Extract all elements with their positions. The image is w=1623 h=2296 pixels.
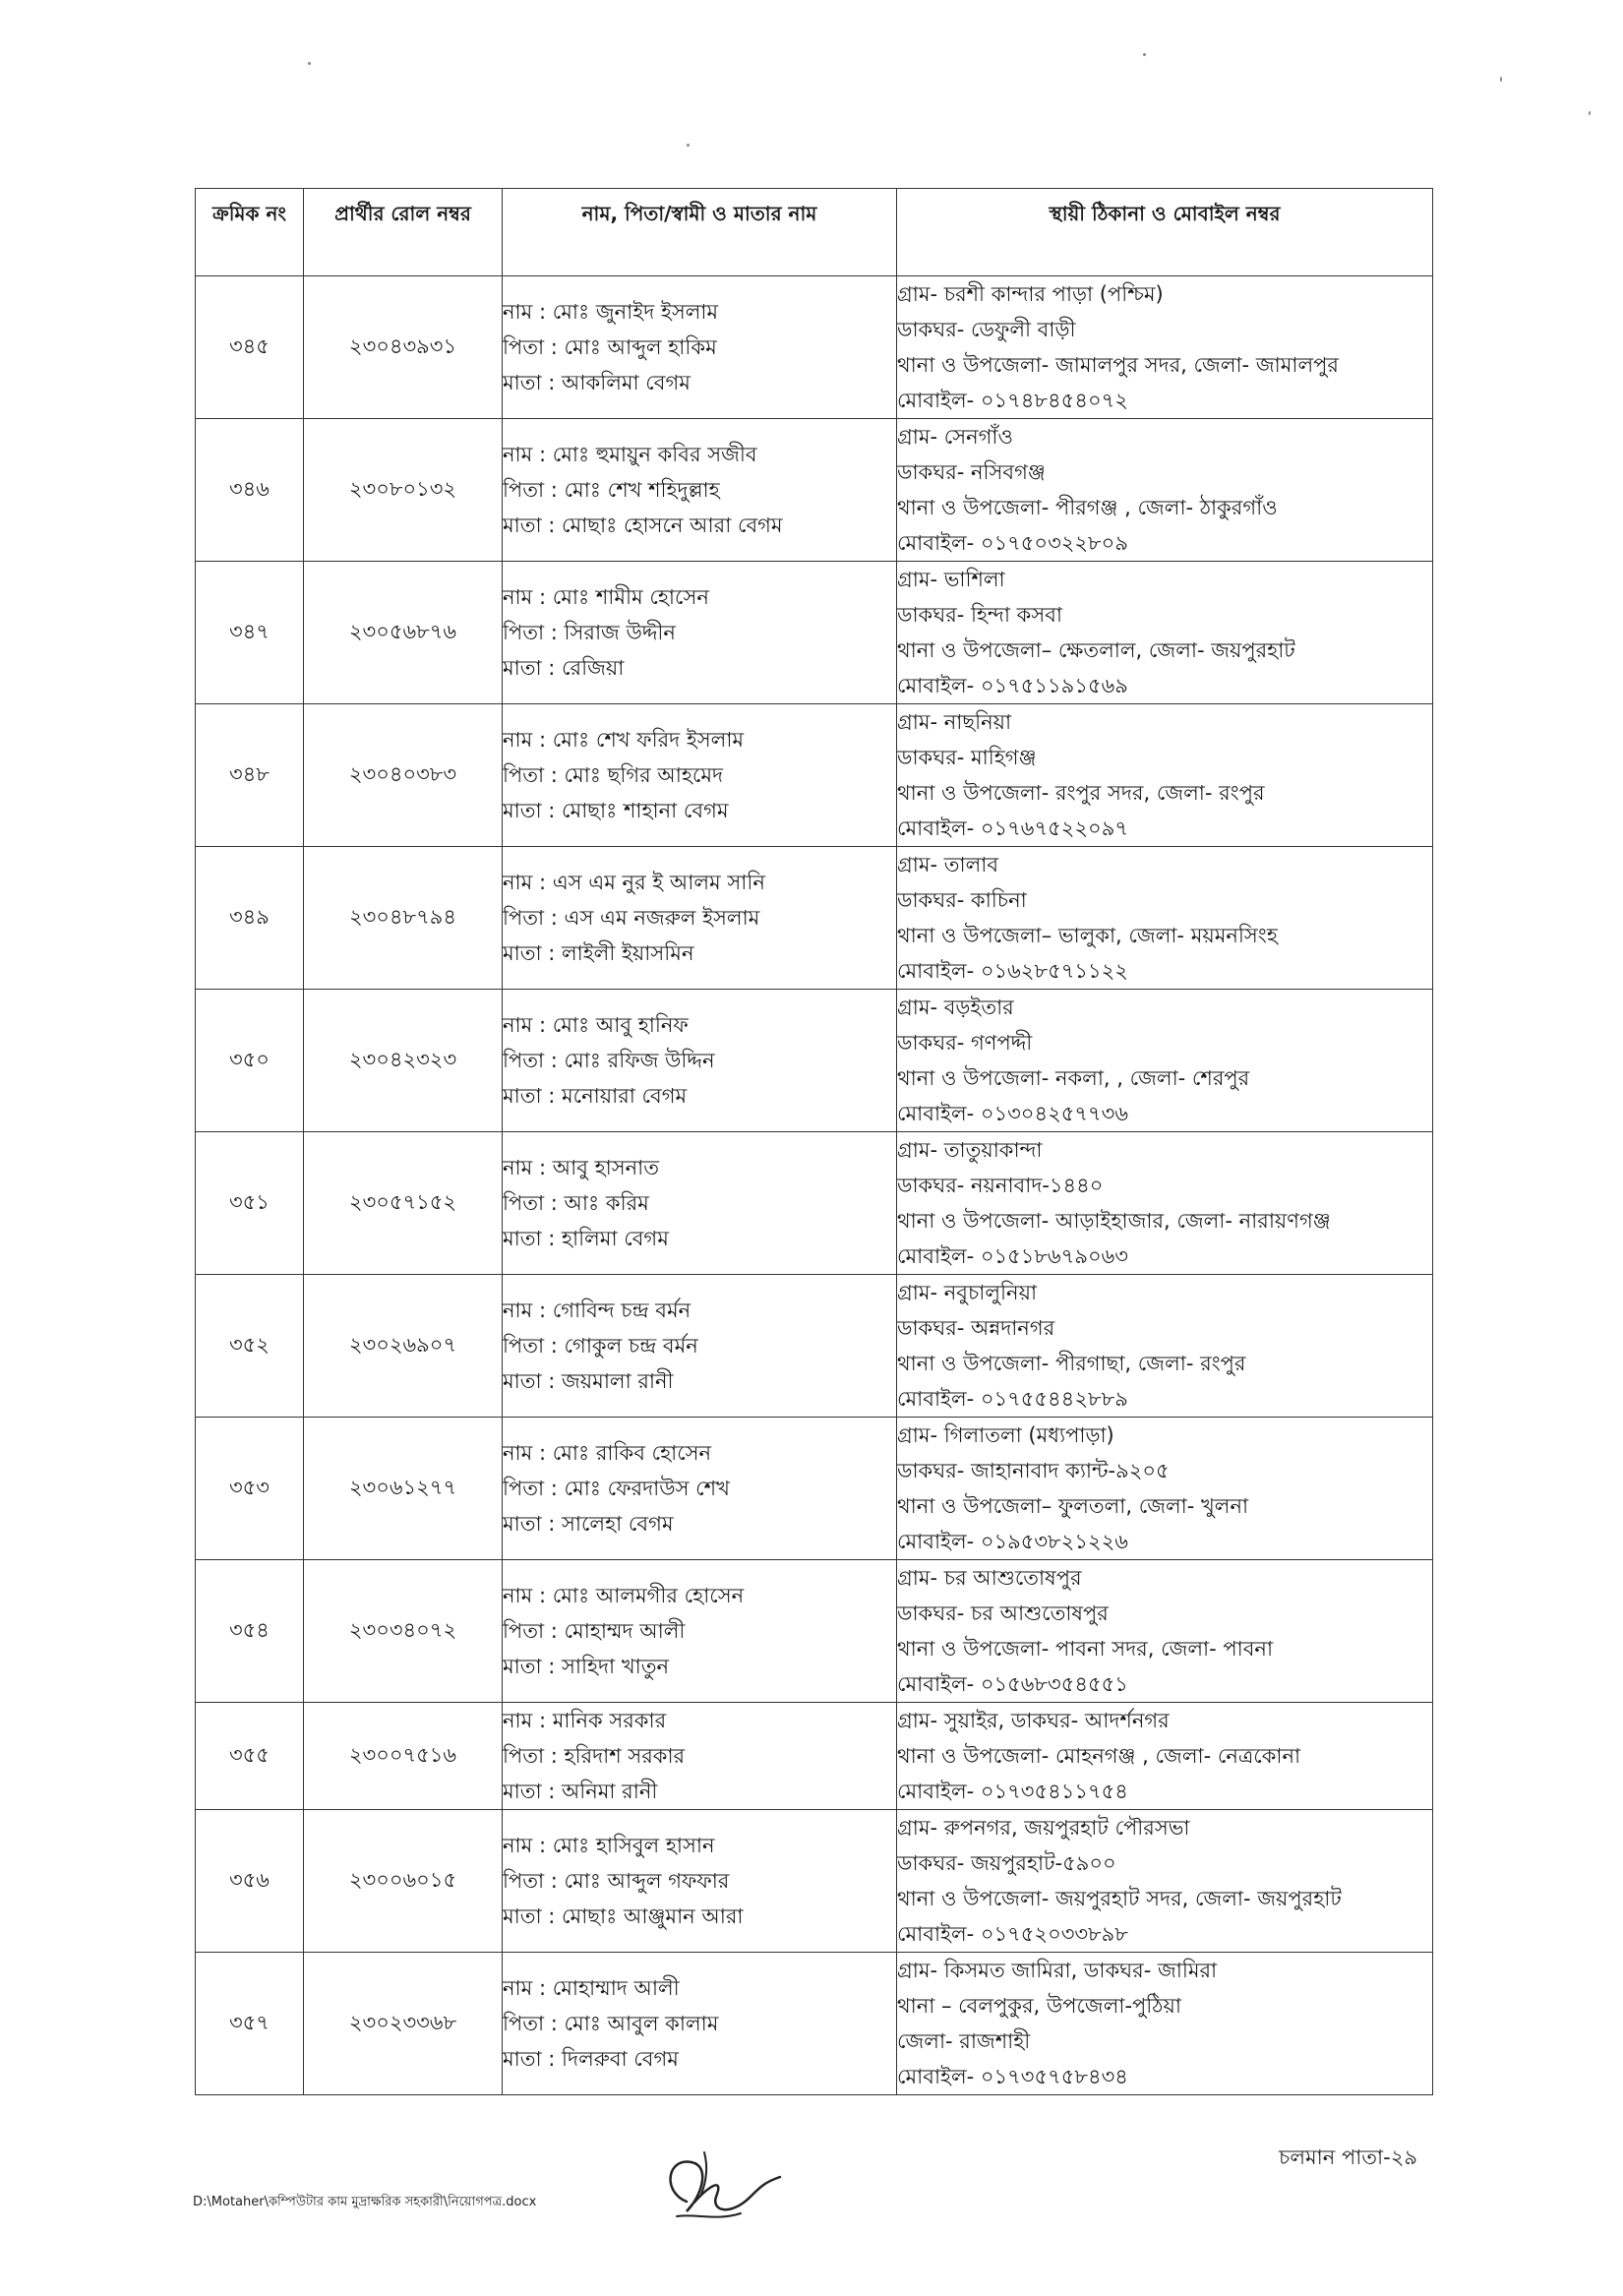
- name-cell: [503, 1132, 897, 1275]
- roll-cell: ২৩০৪০৩৮৩: [304, 704, 503, 847]
- address-line: মোবাইল- ০১৭৩৫৪১১৭৫৪: [897, 1780, 1128, 1803]
- file-path: D:\Motaher\কম্পিউটার কাম মুদ্রাক্ষরিক সহকারী\নিয়োগপত্র.docx: [193, 2195, 537, 2209]
- name-line: পিতা : মোঃ ফেরদাউস শেখ: [503, 1477, 730, 1500]
- address-line: মোবাইল- ০১৬২৮৫৭১১২২: [897, 959, 1128, 983]
- name-line: পিতা : এস এম নজরুল ইসলাম: [503, 906, 760, 930]
- name-line: পিতা : আঃ করিম: [503, 1191, 649, 1215]
- name-line: নাম : মোঃ আবু হানিফ: [503, 1013, 689, 1037]
- name-line: নাম : মোঃ শেখ ফরিদ ইসলাম: [503, 728, 745, 752]
- address-cell: [897, 1703, 1433, 1810]
- serial-cell: ৩৪৮: [196, 704, 304, 847]
- signature-mark: [657, 2143, 785, 2231]
- roll-cell: ২৩০২৩৩৬৮: [304, 1953, 503, 2095]
- name-cell: [503, 847, 897, 990]
- name-line: পিতা : মোহাম্মদ আলী: [503, 1619, 686, 1643]
- address-line: গ্রাম- গিলাতলা (মধ্যপাড়া): [897, 1423, 1114, 1447]
- address-line: মোবাইল- ০১৭৬৭৫২২০৯৭: [897, 816, 1128, 840]
- address-line: থানা ও উপজেলা- আড়াইহাজার, জেলা- নারায়ণগঞ্জ: [897, 1209, 1331, 1233]
- name-line: নাম : মোঃ শামীম হোসেন: [503, 585, 709, 609]
- name-line: মাতা : সালেহা বেগম: [503, 1512, 674, 1536]
- name-cell: [503, 1953, 897, 2095]
- table-row: [196, 1810, 1433, 1953]
- name-line: পিতা : মোঃ রফিজ উদ্দিন: [503, 1049, 715, 1072]
- roll-cell: ২৩০৩৪০৭২: [304, 1560, 503, 1703]
- address-line: থানা ও উপজেলা- মোহনগঞ্জ , জেলা- নেত্রকোনা: [897, 1744, 1301, 1768]
- name-line: পিতা : হরিদাশ সরকার: [503, 1744, 686, 1768]
- address-line: মোবাইল- ০১৫১৮৬৭৯০৬৩: [897, 1244, 1128, 1268]
- table-row: [196, 847, 1433, 990]
- name-line: মাতা : জয়মালা রানী: [503, 1369, 674, 1393]
- serial-cell: ৩৫৪: [196, 1560, 304, 1703]
- address-line: ডাকঘর- ডেফুলী বাড়ী: [897, 318, 1076, 341]
- name-cell: [503, 1275, 897, 1418]
- address-line: মোবাইল- ০১৭৫১১৯১৫৬৯: [897, 674, 1128, 697]
- address-line: গ্রাম- সুয়াইর, ডাকঘর- আদর্শনগর: [897, 1709, 1170, 1732]
- roll-cell: ২৩০০৭৫১৬: [304, 1703, 503, 1810]
- name-cell: [503, 1810, 897, 1953]
- address-line: গ্রাম- চর আশুতোষপুর: [897, 1566, 1082, 1590]
- name-line: নাম : মোঃ হাসিবুল হাসান: [503, 1834, 715, 1857]
- scan-speck: [1143, 53, 1146, 56]
- name-line: পিতা : মোঃ আব্দুল গফফার: [503, 1869, 730, 1893]
- name-line: নাম : মোঃ হুমায়ুন কবির সজীব: [503, 443, 757, 466]
- roll-cell: ২৩০৫৬৮৭৬: [304, 562, 503, 704]
- address-line: গ্রাম- তালাব: [897, 853, 999, 876]
- address-line: থানা ও উপজেলা- জয়পুরহাট সদর, জেলা- জয়পুরহাট: [897, 1887, 1342, 1910]
- page-label: চলমান পাতা-২৯: [1279, 2145, 1417, 2169]
- name-line: পিতা : মোঃ ছগির আহমেদ: [503, 763, 724, 787]
- table-row: [196, 1560, 1433, 1703]
- name-line: নাম : মোঃ জুনাইদ ইসলাম: [503, 300, 719, 324]
- address-cell: [897, 419, 1433, 562]
- name-line: পিতা : মোঃ শেখ শহিদুল্লাহ: [503, 478, 720, 502]
- roll-cell: ২৩০৪২৩২৩: [304, 990, 503, 1132]
- address-line: গ্রাম- চরশী কান্দার পাড়া (পশ্চিম): [897, 282, 1164, 306]
- address-line: থানা ও উপজেলা- পাবনা সদর, জেলা- পাবনা: [897, 1637, 1274, 1661]
- address-line: গ্রাম- কিসমত জামিরা, ডাকঘর- জামিরা: [897, 1959, 1218, 1982]
- address-line: থানা ও উপজেলা– ফুলতলা, জেলা- খুলনা: [897, 1494, 1249, 1518]
- roll-cell: ২৩০৪৩৯৩১: [304, 276, 503, 419]
- name-cell: [503, 276, 897, 419]
- address-line: গ্রাম- তাতুয়াকান্দা: [897, 1138, 1043, 1162]
- name-cell: [503, 1703, 897, 1810]
- address-line: গ্রাম- বড়ইতার: [897, 996, 1014, 1019]
- address-line: মোবাইল- ০১৯৫৩৮২১২২৬: [897, 1530, 1128, 1553]
- scan-speck: [687, 144, 690, 147]
- scan-speck: [1589, 111, 1591, 115]
- address-cell: [897, 1953, 1433, 2095]
- name-line: মাতা : লাইলী ইয়াসমিন: [503, 941, 694, 965]
- table-row: [196, 562, 1433, 704]
- address-cell: [897, 1275, 1433, 1418]
- name-line: মাতা : আকলিমা বেগম: [503, 371, 691, 394]
- header-address: স্থায়ী ঠিকানা ও মোবাইল নম্বর: [897, 189, 1433, 276]
- name-cell: [503, 1418, 897, 1560]
- name-cell: [503, 990, 897, 1132]
- address-line: মোবাইল- ০১৫৬৮৩৫৪৫৫১: [897, 1672, 1128, 1696]
- name-line: নাম : এস এম নুর ই আলম সানি: [503, 871, 765, 894]
- roll-cell: ২৩০২৬৯০৭: [304, 1275, 503, 1418]
- name-line: মাতা : মনোয়ারা বেগম: [503, 1084, 688, 1108]
- address-line: ডাকঘর- অন্নদানগর: [897, 1316, 1055, 1340]
- address-cell: [897, 562, 1433, 704]
- address-line: মোবাইল- ০১৭৪৮৪৫৪০৭২: [897, 389, 1128, 412]
- name-line: মাতা : মোছাঃ শাহানা বেগম: [503, 799, 729, 822]
- address-line: ডাকঘর- গণপদ্দী: [897, 1031, 1033, 1055]
- table-row: [196, 1703, 1433, 1810]
- table-row: [196, 1275, 1433, 1418]
- address-line: থানা ও উপজেলা- পীরগঞ্জ , জেলা- ঠাকুরগাঁও: [897, 496, 1278, 519]
- table-row: [196, 1418, 1433, 1560]
- name-line: নাম : মানিক সরকার: [503, 1709, 667, 1732]
- address-line: মোবাইল- ০১৭৫০৩২২৮০৯: [897, 531, 1128, 555]
- table-row: [196, 419, 1433, 562]
- address-cell: [897, 276, 1433, 419]
- serial-cell: ৩৪৫: [196, 276, 304, 419]
- header-name: নাম, পিতা/স্বামী ও মাতার নাম: [503, 189, 897, 276]
- address-line: ডাকঘর- জাহানাবাদ ক্যান্ট-৯২০৫: [897, 1459, 1170, 1482]
- name-cell: [503, 562, 897, 704]
- address-line: থানা ও উপজেলা- রংপুর সদর, জেলা- রংপুর: [897, 781, 1265, 805]
- roll-cell: ২৩০৬১২৭৭: [304, 1418, 503, 1560]
- table-header-row: [196, 189, 1433, 276]
- name-line: নাম : মোঃ রাকিব হোসেন: [503, 1441, 712, 1465]
- address-line: থানা ও উপজেলা– ক্ষেতলাল, জেলা- জয়পুরহাট: [897, 638, 1295, 662]
- address-cell: [897, 847, 1433, 990]
- serial-cell: ৩৫০: [196, 990, 304, 1132]
- table-row: [196, 276, 1433, 419]
- address-line: গ্রাম- রুপনগর, জয়পুরহাট পৌরসভা: [897, 1816, 1190, 1840]
- table-body: [196, 276, 1433, 2095]
- address-line: ডাকঘর- নসিবগঞ্জ: [897, 460, 1046, 484]
- header-roll: প্রার্থীর রোল নম্বর: [304, 189, 503, 276]
- serial-cell: ৩৪৯: [196, 847, 304, 990]
- address-cell: [897, 1418, 1433, 1560]
- address-line: মোবাইল- ০১৩০৪২৫৭৭৩৬: [897, 1102, 1128, 1125]
- serial-cell: ৩৫১: [196, 1132, 304, 1275]
- address-line: ডাকঘর- মাহিগঞ্জ: [897, 746, 1037, 769]
- name-line: পিতা : মোঃ আবুল কালাম: [503, 2012, 719, 2035]
- name-cell: [503, 1560, 897, 1703]
- name-line: পিতা : গোকুল চন্দ্র বর্মন: [503, 1334, 698, 1358]
- name-line: নাম : গোবিন্দ চন্দ্র বর্মন: [503, 1299, 691, 1322]
- roll-cell: ২৩০৮০১৩২: [304, 419, 503, 562]
- address-line: গ্রাম- সেনগাঁও: [897, 425, 1013, 449]
- address-line: ডাকঘর- হিন্দা কসবা: [897, 603, 1063, 627]
- name-line: নাম : মোঃ আলমগীর হোসেন: [503, 1584, 745, 1607]
- roll-cell: ২৩০০৬০১৫: [304, 1810, 503, 1953]
- table-row: [196, 704, 1433, 847]
- serial-cell: ৩৫৩: [196, 1418, 304, 1560]
- serial-cell: ৩৫২: [196, 1275, 304, 1418]
- serial-cell: ৩৫৭: [196, 1953, 304, 2095]
- roll-cell: ২৩০৫৭১৫২: [304, 1132, 503, 1275]
- address-line: গ্রাম- নাছনিয়া: [897, 710, 1012, 734]
- address-line: ডাকঘর- কাচিনা: [897, 888, 1027, 912]
- address-line: গ্রাম- নবুচালুনিয়া: [897, 1281, 1038, 1304]
- name-line: পিতা : সিরাজ উদ্দীন: [503, 621, 676, 644]
- address-line: থানা ও উপজেলা- পীরগাছা, জেলা- রংপুর: [897, 1352, 1246, 1375]
- address-line: থানা ও উপজেলা- জামালপুর সদর, জেলা- জামালপুর: [897, 353, 1339, 377]
- header-serial: ক্রমিক নং: [196, 189, 304, 276]
- candidate-table: [195, 188, 1433, 2095]
- address-line: জেলা- রাজশাহী: [897, 2029, 1031, 2053]
- name-line: পিতা : মোঃ আব্দুল হাকিম: [503, 335, 717, 359]
- address-line: গ্রাম- ভাশিলা: [897, 568, 1005, 591]
- address-line: থানা ও উপজেলা– ভালুকা, জেলা- ময়মনসিংহ: [897, 924, 1278, 947]
- table-row: [196, 1953, 1433, 2095]
- scan-speck: [1500, 77, 1502, 82]
- serial-cell: ৩৫৫: [196, 1703, 304, 1810]
- address-line: মোবাইল- ০১৭৩৫৭৫৮৪৩৪: [897, 2065, 1128, 2088]
- name-line: মাতা : দিলরুবা বেগম: [503, 2047, 679, 2071]
- name-line: মাতা : হালিমা বেগম: [503, 1227, 669, 1250]
- name-line: মাতা : মোছাঃ আঞ্জুমান আরা: [503, 1904, 744, 1928]
- name-line: নাম : মোহাম্মাদ আলী: [503, 1976, 680, 2000]
- address-cell: [897, 704, 1433, 847]
- name-cell: [503, 704, 897, 847]
- name-line: মাতা : মোছাঃ হোসনে আরা বেগম: [503, 514, 783, 537]
- address-line: থানা – বেলপুকুর, উপজেলা-পুঠিয়া: [897, 1994, 1181, 2018]
- address-cell: [897, 1132, 1433, 1275]
- address-line: ডাকঘর- নয়নাবাদ-১৪৪০: [897, 1174, 1104, 1197]
- address-cell: [897, 990, 1433, 1132]
- name-cell: [503, 419, 897, 562]
- roll-cell: ২৩০৪৮৭৯৪: [304, 847, 503, 990]
- address-line: মোবাইল- ০১৭৫২০৩৩৮৯৮: [897, 1922, 1128, 1946]
- name-line: নাম : আবু হাসনাত: [503, 1156, 659, 1179]
- table-row: [196, 1132, 1433, 1275]
- name-line: মাতা : রেজিয়া: [503, 656, 625, 680]
- serial-cell: ৩৪৬: [196, 419, 304, 562]
- address-line: ডাকঘর- চর আশুতোষপুর: [897, 1601, 1109, 1625]
- name-line: মাতা : অনিমা রানী: [503, 1780, 658, 1803]
- address-line: ডাকঘর- জয়পুরহাট-৫৯০০: [897, 1851, 1116, 1875]
- table-row: [196, 990, 1433, 1132]
- address-line: থানা ও উপজেলা- নকলা, , জেলা- শেরপুর: [897, 1066, 1250, 1090]
- address-cell: [897, 1810, 1433, 1953]
- serial-cell: ৩৪৭: [196, 562, 304, 704]
- scan-speck: [308, 62, 311, 65]
- address-line: মোবাইল- ০১৭৫৫৪৪২৮৮৯: [897, 1387, 1128, 1411]
- serial-cell: ৩৫৬: [196, 1810, 304, 1953]
- address-cell: [897, 1560, 1433, 1703]
- name-line: মাতা : সাহিদা খাতুন: [503, 1655, 669, 1678]
